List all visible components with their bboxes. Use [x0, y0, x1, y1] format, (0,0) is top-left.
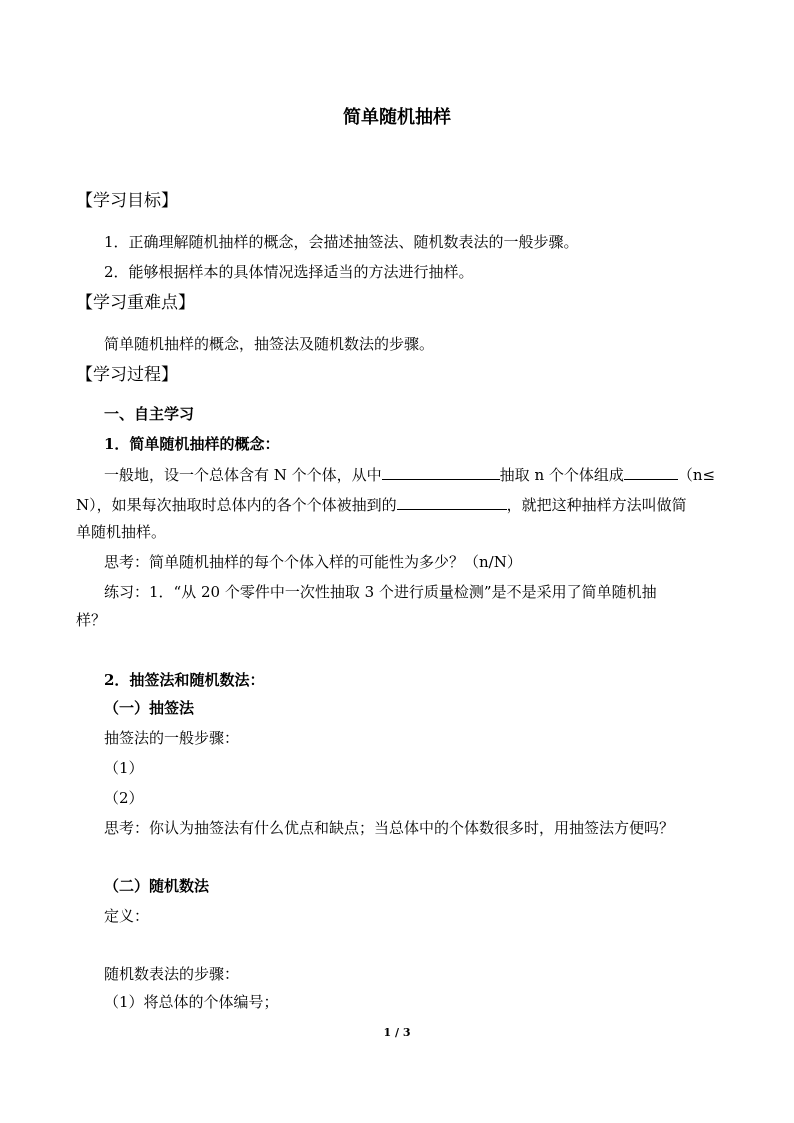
methods-heading: 2．抽签法和随机数法： — [104, 671, 265, 689]
concept-line-3: 单随机抽样。 — [76, 523, 167, 541]
fill-blank — [382, 464, 500, 480]
objective-item: 2．能够根据样本的具体情况选择适当的方法进行抽样。 — [104, 263, 474, 281]
concept-line-1 — [104, 464, 715, 485]
self-study-heading: 一、自主学习 — [104, 405, 195, 423]
lottery-think: 思考：你认为抽签法有什么优点和缺点；当总体中的个体数很多时，用抽签法方便吗？ — [104, 819, 675, 837]
keypoints-text: 简单随机抽样的概念，抽签法及随机数法的步骤。 — [104, 335, 435, 353]
concept-text-b: 抽取 n 个个体组成 — [499, 466, 624, 484]
fill-blank — [397, 494, 507, 510]
concept-heading: 1．简单随机抽样的概念： — [104, 435, 280, 453]
random-step-1: （1）将总体的个体编号； — [104, 993, 279, 1011]
page-number: 1 / 3 — [383, 1026, 411, 1039]
concept-text-c: （n≤ — [677, 466, 716, 484]
concept-text-a: 一般地，设一个总体含有 N 个个体，从中 — [104, 466, 382, 484]
lottery-step-1: （1） — [104, 759, 144, 777]
concept-text-d: N），如果每次抽取时总体内的各个个体被抽到的 — [76, 496, 397, 514]
fill-blank — [624, 464, 678, 480]
think-question: 思考：简单随机抽样的每个个体入样的可能性为多少？（n/N） — [104, 553, 522, 571]
exercise-line-2: 样？ — [76, 611, 107, 629]
objective-item: 1．正确理解随机抽样的概念，会描述抽签法、随机数表法的一般步骤。 — [104, 233, 579, 251]
lottery-steps-label: 抽签法的一般步骤： — [104, 729, 240, 747]
exercise-line-1: 练习：1．“从 20 个零件中一次性抽取 3 个进行质量检测”是不是采用了简单随机抽 — [104, 583, 657, 601]
concept-line-2 — [76, 494, 687, 515]
concept-text-e: ，就把这种抽样方法叫做简 — [506, 496, 687, 514]
objectives-heading: 【学习目标】 — [76, 191, 178, 211]
page-title: 简单随机抽样 — [343, 107, 451, 128]
keypoints-heading: 【学习重难点】 — [76, 293, 195, 313]
random-steps-label: 随机数表法的步骤： — [104, 965, 240, 983]
lottery-heading: （一）抽签法 — [104, 699, 195, 717]
process-heading: 【学习过程】 — [76, 365, 178, 385]
lottery-step-2: （2） — [104, 789, 144, 807]
definition-label: 定义： — [104, 907, 150, 925]
random-heading: （二）随机数法 — [104, 877, 210, 895]
